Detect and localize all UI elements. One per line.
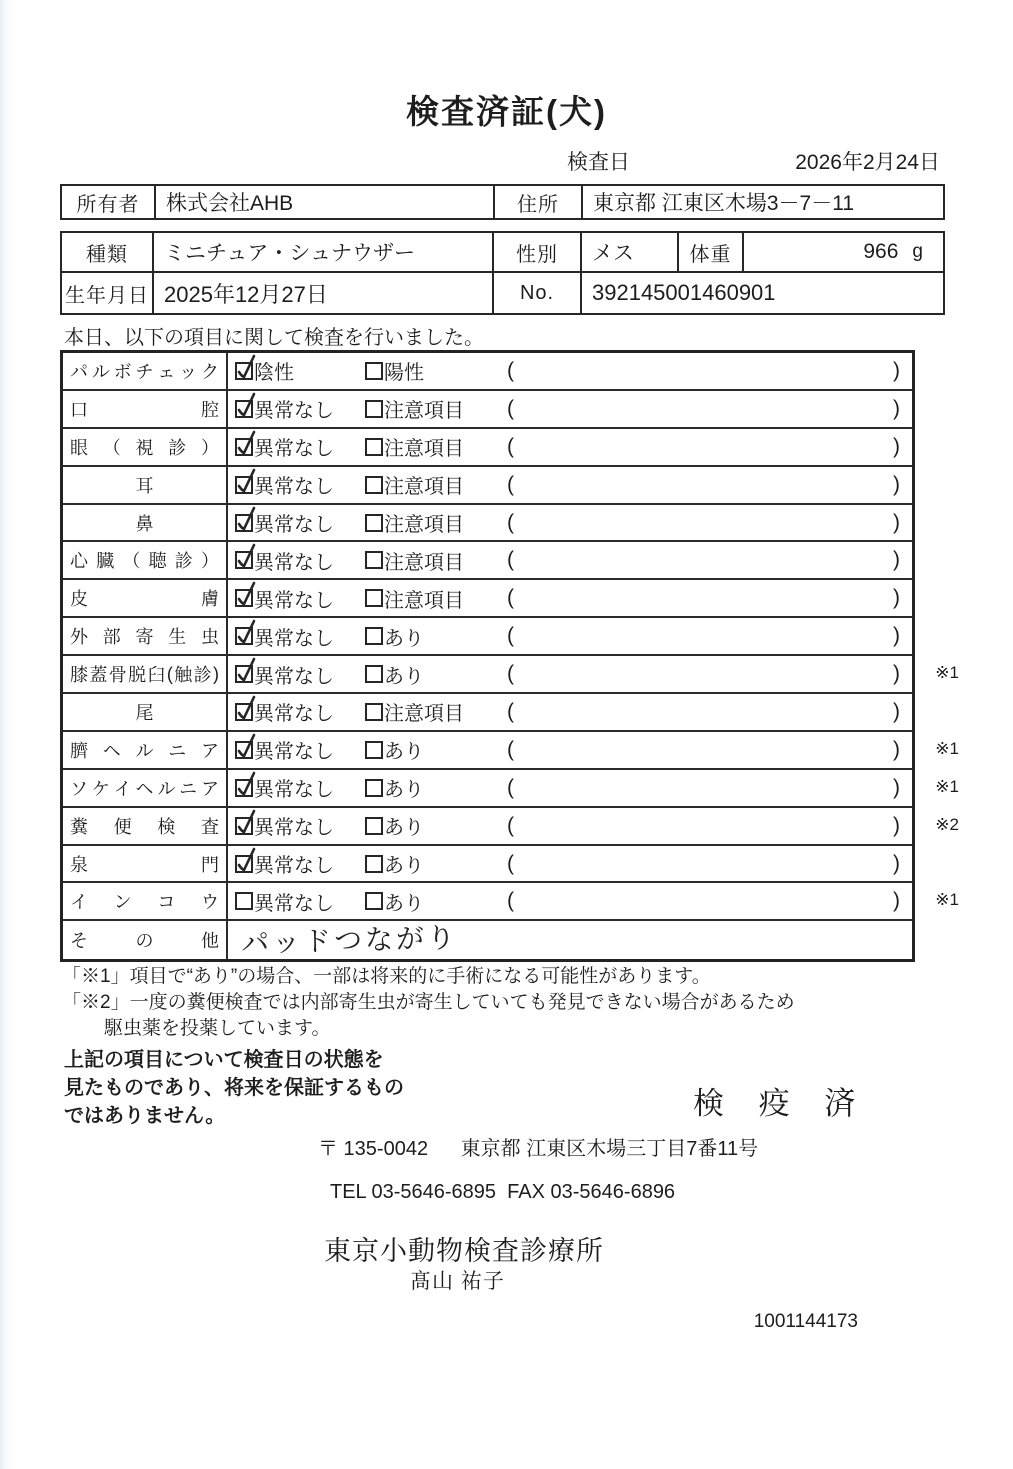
check-row [63, 505, 912, 543]
checkbox-checked-icon [235, 665, 253, 683]
check-option [235, 887, 365, 916]
check-row [63, 353, 912, 391]
checkbox-checked-icon [235, 589, 253, 607]
paren-open: ( [507, 510, 514, 534]
check-option-label: 注意項目 [384, 551, 464, 574]
check-row-body [228, 921, 912, 959]
check-item-label: 口 腔 [63, 391, 228, 427]
check-option-label: 異常なし [254, 627, 334, 650]
footnote-2: 「※2」一度の糞便検査では内部寄生虫が寄生していても発見できない場合があるため [62, 992, 795, 1013]
check-option [235, 546, 365, 575]
check-option-label: あり [384, 855, 424, 878]
check-row-body [228, 846, 912, 882]
handwritten-tick-icon [235, 505, 257, 535]
no-label: No. [494, 273, 582, 313]
checkbox-icon [365, 362, 383, 380]
handwritten-tick-icon [235, 391, 257, 421]
check-option [365, 470, 507, 499]
owner-name: 株式会社AHB [156, 186, 495, 218]
check-option [365, 394, 507, 423]
check-item-label: 臍 ヘ ル ニ ア [63, 732, 228, 768]
checkbox-checked-icon [235, 703, 253, 721]
checkbox-checked-icon [235, 514, 253, 532]
footnotes [62, 964, 795, 1042]
checkbox-icon [365, 665, 383, 683]
paren-close: ) [893, 699, 900, 723]
check-option-label: 異常なし [254, 476, 334, 499]
checkbox-checked-icon [235, 817, 253, 835]
birthdate-label: 生年月日 [62, 273, 154, 313]
paren-close: ) [893, 624, 900, 648]
paren-open: ( [507, 586, 514, 610]
check-option [235, 849, 365, 878]
check-option [365, 811, 507, 840]
owner-table [60, 184, 945, 220]
handwritten-tick-icon [235, 353, 257, 383]
paren-close: ) [893, 548, 900, 572]
checkbox-checked-icon [235, 400, 253, 418]
check-option-label: 異常なし [254, 589, 334, 612]
pet-info-row-1 [62, 233, 943, 273]
check-option [235, 394, 365, 423]
check-row-body [228, 353, 912, 389]
check-option-label: 注意項目 [384, 589, 464, 612]
check-option [235, 356, 365, 385]
paren-close: ) [893, 434, 900, 458]
handwritten-tick-icon [235, 694, 257, 724]
check-row [63, 921, 912, 959]
exam-date-value: 2026年2月24日 [795, 151, 940, 174]
checkbox-checked-icon [235, 627, 253, 645]
checkbox-icon [365, 438, 383, 456]
footnote-mark: ※1 [935, 776, 959, 796]
paren-open: ( [507, 699, 514, 723]
check-option-label: 異常なし [254, 779, 334, 802]
checkbox-icon [365, 779, 383, 797]
check-row [63, 467, 912, 505]
check-row-body [228, 732, 912, 768]
paren-close: ) [893, 737, 900, 761]
check-option-label: 異常なし [254, 514, 334, 536]
checkbox-checked-icon [235, 438, 253, 456]
handwritten-tick-icon [235, 732, 257, 762]
check-option [235, 584, 365, 613]
check-row-body [228, 618, 912, 654]
owner-address: 東京都 江東区木場3－7－11 [593, 192, 854, 215]
clinic-tel-fax: TEL 03-5646-6895 FAX 03-5646-6896 [330, 1181, 676, 1203]
check-row-body [228, 505, 912, 541]
clinic-address: 東京都 江東区木場三丁目7番11号 [460, 1138, 759, 1160]
checkbox-checked-icon [235, 362, 253, 380]
check-option [365, 356, 507, 385]
paren-open: ( [507, 434, 514, 458]
check-option [365, 849, 507, 878]
check-item-label: 泉 門 [63, 846, 228, 882]
check-item-label: イ ン コ ウ [63, 883, 228, 919]
check-row [63, 542, 912, 580]
check-option-label: 注意項目 [384, 476, 464, 499]
paren-open: ( [507, 851, 514, 875]
paren-close: ) [893, 396, 900, 420]
checkbox-icon [365, 514, 383, 532]
check-row-body [228, 391, 912, 427]
check-option-label: 注意項目 [384, 514, 464, 536]
handwritten-note: パッドつながり [240, 921, 459, 959]
check-option-label: 異常なし [254, 438, 334, 461]
handwritten-tick-icon [235, 618, 257, 648]
checkbox-icon [365, 817, 383, 835]
check-option-label: 注意項目 [384, 438, 464, 461]
checkbox-icon [365, 551, 383, 569]
paren-close: ) [893, 510, 900, 534]
check-row-body [228, 883, 912, 919]
check-option [235, 508, 365, 537]
quarantine-stamp: 検 疫 済 [693, 1086, 869, 1121]
check-row-body [228, 542, 912, 578]
no-value: 392145001460901 [592, 280, 776, 305]
birthdate-value: 2025年12月27日 [154, 273, 494, 313]
check-row [63, 391, 912, 429]
paren-open: ( [507, 396, 514, 420]
serial-number: 1001144173 [753, 1311, 858, 1332]
check-option-label: あり [384, 779, 424, 802]
checkbox-icon [365, 855, 383, 873]
check-item-label: 耳 [63, 467, 228, 503]
checkbox-icon [365, 400, 383, 418]
check-item-label: 眼 （ 視 診 ） [63, 429, 228, 465]
checkbox-icon [365, 741, 383, 759]
check-option [365, 887, 507, 916]
exam-date-row [567, 146, 940, 176]
breed-label: 種類 [62, 233, 154, 271]
owner-address-label: 住所 [495, 186, 583, 218]
check-option-label: あり [384, 627, 424, 650]
check-row [63, 883, 959, 921]
exam-date-label: 検査日 [567, 151, 630, 174]
handwritten-tick-icon [235, 580, 257, 610]
paren-open: ( [507, 472, 514, 496]
checkbox-checked-icon [235, 779, 253, 797]
checkbox-icon [365, 589, 383, 607]
check-row-body [228, 656, 912, 692]
handwritten-tick-icon [235, 770, 257, 800]
check-item-label: 尾 [63, 694, 228, 730]
footnote-mark: ※2 [935, 814, 959, 834]
check-row [63, 846, 912, 884]
check-option-label: 異常なし [254, 551, 334, 574]
veterinarian-name: 髙山 祐子 [410, 1270, 505, 1293]
intro-text: 本日、以下の項目に関して検査を行いました。 [64, 327, 484, 349]
paren-open: ( [507, 775, 514, 799]
page-title: 検査済証(犬) [406, 93, 607, 130]
check-row-body [228, 429, 912, 465]
clinic-name: 東京小動物検査診療所 [324, 1236, 604, 1266]
check-row [63, 770, 959, 808]
paren-open: ( [507, 624, 514, 648]
handwritten-tick-icon [235, 429, 257, 459]
checkbox-icon [365, 703, 383, 721]
check-option-label: 陽性 [384, 362, 424, 385]
paren-open: ( [507, 813, 514, 837]
check-row-body [228, 694, 912, 730]
check-row [63, 429, 912, 467]
pet-info-row-2 [62, 273, 943, 313]
check-option-label: 異常なし [254, 665, 334, 688]
paren-open: ( [507, 889, 514, 913]
disclaimer-line-1: 上記の項目について検査日の状態を [64, 1049, 384, 1071]
check-option-label: あり [384, 741, 424, 764]
check-option [235, 697, 365, 726]
check-item-label: 膝 蓋 骨 脱 臼 ( 触 診 ) [63, 656, 228, 692]
check-option [365, 584, 507, 613]
check-row [63, 694, 912, 732]
paren-close: ) [893, 662, 900, 686]
check-row [63, 656, 959, 694]
checkbox-icon [365, 476, 383, 494]
check-item-label: ソ ケ イ ヘ ル ニ ア [63, 770, 228, 806]
clinic-address-line [318, 1132, 758, 1161]
check-option-label: あり [384, 665, 424, 688]
check-row [63, 732, 959, 770]
paren-close: ) [893, 586, 900, 610]
checkbox-icon [365, 892, 383, 910]
paren-open: ( [507, 358, 514, 382]
check-option [365, 697, 507, 726]
handwritten-tick-icon [235, 808, 257, 838]
disclaimer-line-2: 見たものであり、将来を保証するもの [64, 1077, 404, 1099]
check-item-label: パ ル ボ チ ェ ッ ク [63, 353, 228, 389]
check-option [235, 735, 365, 764]
weight-value [744, 233, 943, 271]
checkbox-checked-icon [235, 551, 253, 569]
checkbox-checked-icon [235, 741, 253, 759]
weight-unit: g [912, 241, 923, 262]
check-option [365, 660, 507, 689]
footnote-1: 「※1」項目で“あり”の場合、一部は将来的に手術になる可能性があります。 [62, 966, 711, 987]
handwritten-tick-icon [235, 467, 257, 497]
paren-close: ) [893, 851, 900, 875]
checkbox-icon [235, 892, 253, 910]
check-option [235, 773, 365, 802]
check-item-label: 心 臓 （ 聴 診 ） [63, 542, 228, 578]
weight-number: 966 [863, 240, 899, 263]
check-option [365, 432, 507, 461]
pet-info-table [60, 231, 945, 315]
check-option [365, 773, 507, 802]
paren-open: ( [507, 737, 514, 761]
check-option-label: あり [384, 817, 424, 840]
footnote-mark: ※1 [935, 663, 959, 683]
check-option-label: 異常なし [254, 400, 334, 423]
check-option [235, 622, 365, 651]
check-item-label: そ の 他 [63, 921, 228, 959]
footnote-2-continued: 駆虫薬を投薬しています。 [104, 1018, 331, 1039]
owner-label: 所有者 [62, 186, 156, 218]
check-option [235, 432, 365, 461]
check-option-label: 異常なし [254, 855, 334, 878]
handwritten-tick-icon [235, 846, 257, 876]
check-row [63, 618, 912, 656]
check-row [63, 580, 912, 618]
weight-label: 体重 [679, 233, 744, 271]
paren-close: ) [893, 775, 900, 799]
check-item-label: 糞 便 検 査 [63, 808, 228, 844]
check-option [235, 470, 365, 499]
paren-close: ) [893, 813, 900, 837]
check-option-label: 異常なし [254, 703, 334, 726]
check-option [235, 660, 365, 689]
disclaimer-line-3: ではありません。 [64, 1105, 226, 1127]
check-option [365, 735, 507, 764]
check-option-label: 注意項目 [384, 703, 464, 726]
check-row [63, 808, 959, 846]
check-option-label: 異常なし [254, 741, 334, 764]
sex-label: 性別 [494, 233, 582, 271]
disclaimer-text [64, 1046, 404, 1130]
check-option [365, 622, 507, 651]
check-option-label: 異常なし [254, 892, 334, 915]
paren-close: ) [893, 472, 900, 496]
breed-value: ミニチュア・シュナウザー [154, 233, 494, 271]
check-items-table [60, 350, 959, 962]
postal-code: 〒 135-0042 [318, 1138, 429, 1160]
check-option-label: 陰性 [254, 362, 294, 385]
paren-close: ) [893, 358, 900, 382]
sex-value: メス [582, 233, 679, 271]
check-option-label: 異常なし [254, 817, 334, 840]
paren-open: ( [507, 548, 514, 572]
paren-open: ( [507, 662, 514, 686]
check-item-label: 皮 膚 [63, 580, 228, 616]
check-option [235, 811, 365, 840]
check-row-body [228, 808, 912, 844]
check-option [365, 508, 507, 537]
checkbox-checked-icon [235, 855, 253, 873]
check-option-label: あり [384, 892, 424, 915]
check-row-body [228, 467, 912, 503]
check-option [365, 546, 507, 575]
check-option-label: 注意項目 [384, 400, 464, 423]
check-item-label: 鼻 [63, 505, 228, 541]
footnote-mark: ※1 [935, 890, 959, 910]
check-row-body [228, 580, 912, 616]
checkbox-icon [365, 627, 383, 645]
check-item-label: 外 部 寄 生 虫 [63, 618, 228, 654]
check-row-body [228, 770, 912, 806]
footnote-mark: ※1 [935, 738, 959, 758]
handwritten-tick-icon [235, 656, 257, 686]
paren-close: ) [893, 889, 900, 913]
handwritten-tick-icon [235, 542, 257, 572]
checkbox-checked-icon [235, 476, 253, 494]
